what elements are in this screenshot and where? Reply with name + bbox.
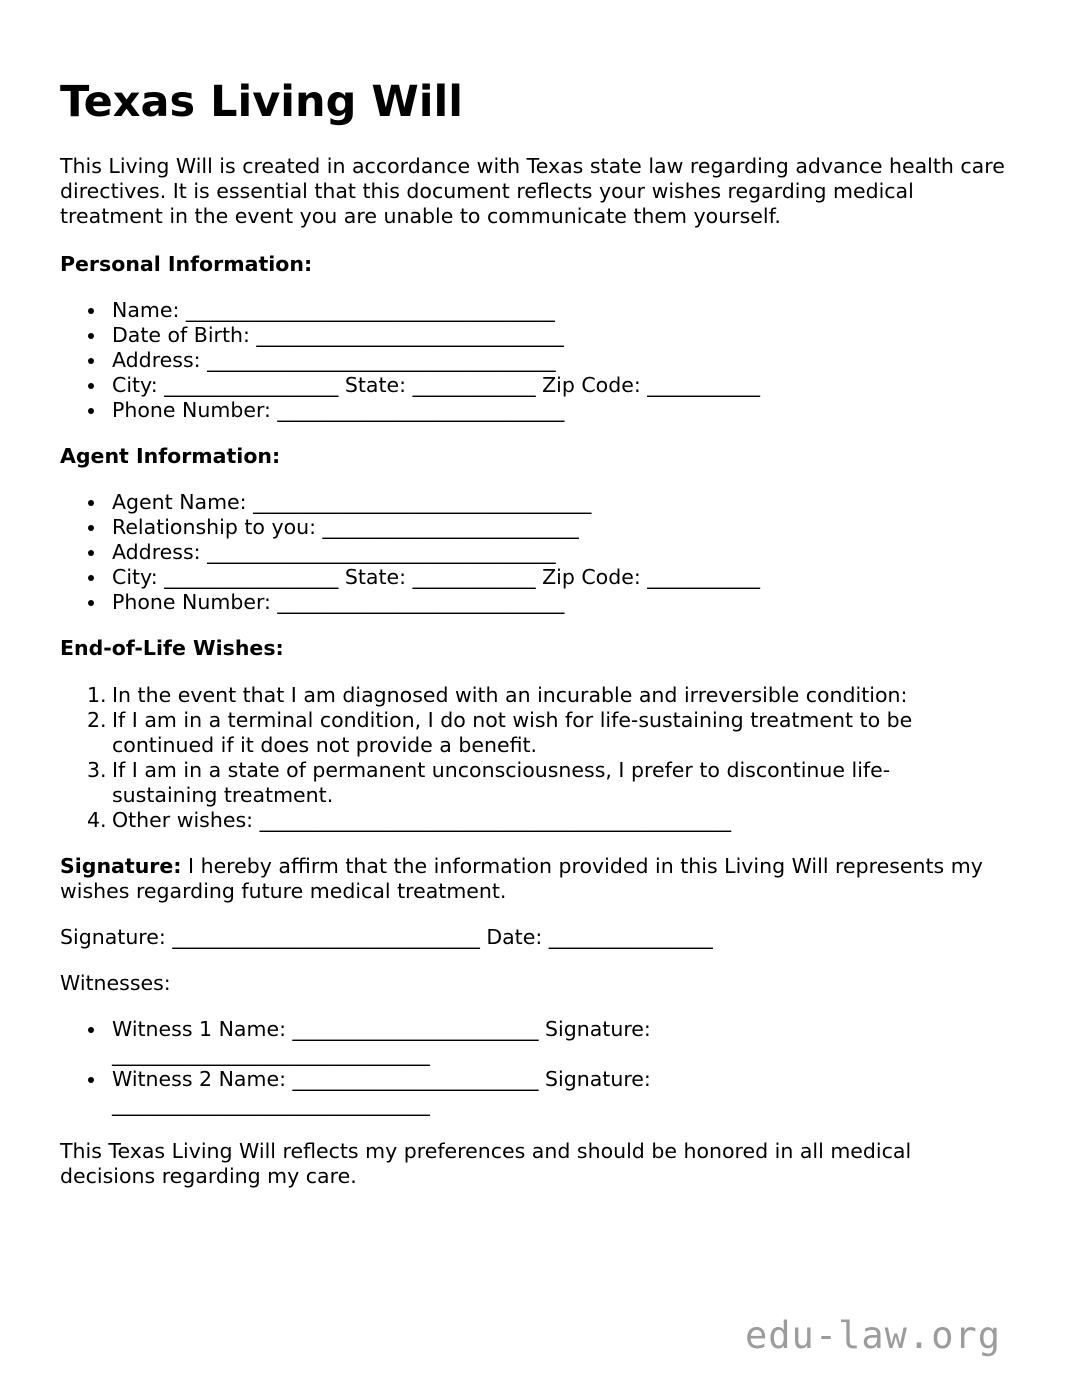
closing-paragraph: This Texas Living Will reflects my preferences and should be honored in all medical decisions regarding my care.	[60, 1139, 912, 1188]
list-item: 4. Other wishes: ______________________________________________	[87, 808, 732, 832]
list-item: Relationship to you: _________________________	[60, 515, 1020, 540]
intro-paragraph: This Living Will is created in accordance with Texas state law regarding advance health care directives. It is essential that this document reflects your wishes regarding medical treatment in the event you are unable to communicate them yourself.	[60, 154, 1005, 228]
list-item: Phone Number: ____________________________	[60, 590, 1020, 615]
list-item: Agent Name: _________________________________	[60, 490, 1020, 515]
list-item: 3. If I am in a state of permanent unconsciousness, I prefer to discontinue life-sustaining treatment.	[87, 758, 891, 807]
document-title: Texas Living Will	[60, 77, 464, 127]
list-item: Witness 2 Name: ________________________ Signature: _______________________________	[60, 1067, 740, 1117]
witnesses-list	[60, 1017, 740, 1117]
witnesses-label: Witnesses:	[60, 971, 171, 995]
list-item: City: _________________ State: ____________ Zip Code: ___________	[60, 565, 1020, 590]
wishes-list	[60, 683, 960, 833]
list-item: Name: ____________________________________	[60, 298, 1020, 323]
list-item: Witness 1 Name: ________________________ Signature: _______________________________	[60, 1017, 740, 1067]
signature-label: Signature:	[60, 854, 182, 878]
list-item: 1. In the event that I am diagnosed with an incurable and irreversible condition:	[87, 683, 908, 707]
signature-line: Signature: ______________________________ Date: ________________	[60, 925, 713, 949]
list-item: Address: __________________________________	[60, 348, 1020, 373]
personal-info-list	[60, 298, 1020, 423]
list-item: Date of Birth: ______________________________	[60, 323, 1020, 348]
signature-statement: Signature: I hereby affirm that the information provided in this Living Will represents my wishes regarding future medical treatment.	[60, 854, 983, 903]
agent-info-list	[60, 490, 1020, 615]
list-item: City: _________________ State: ____________ Zip Code: ___________	[60, 373, 1020, 398]
list-item: Phone Number: ____________________________	[60, 398, 1020, 423]
watermark: edu-law.org	[745, 1314, 1002, 1357]
list-item: 2. If I am in a terminal condition, I do not wish for life-sustaining treatment to be continued if it does not provide a benefit.	[87, 708, 913, 757]
agent-info-heading: Agent Information:	[60, 444, 281, 468]
wishes-heading: End-of-Life Wishes:	[60, 636, 284, 660]
list-item: Address: __________________________________	[60, 540, 1020, 565]
personal-info-heading: Personal Information:	[60, 252, 313, 276]
